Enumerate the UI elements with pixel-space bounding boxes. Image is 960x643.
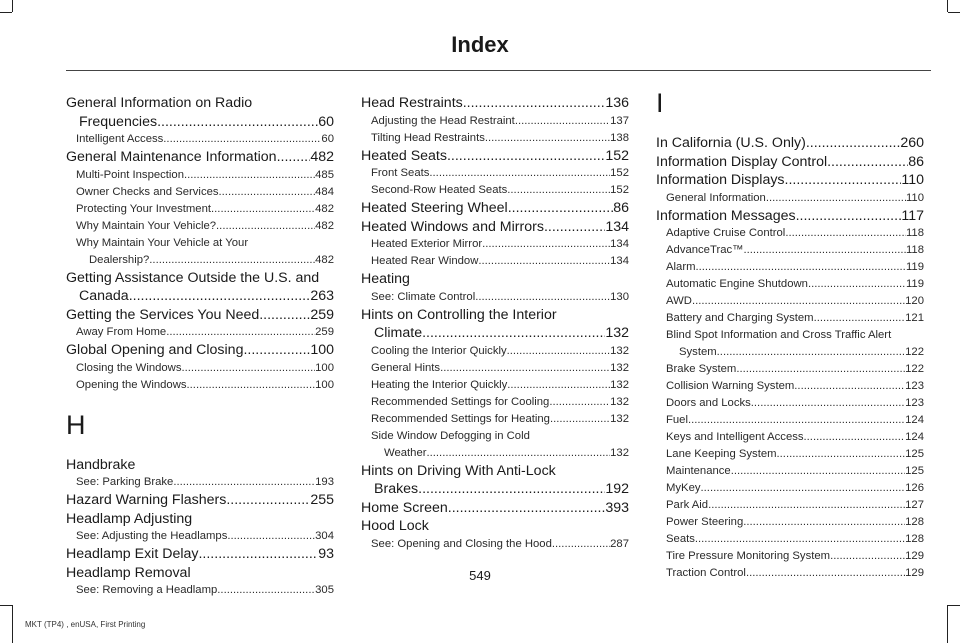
crop-mark-tl-v	[12, 0, 13, 12]
index-subentry: Alarm ..... 119	[656, 259, 924, 276]
index-subentry: See: Opening and Closing the Hood ..... 287	[361, 536, 629, 553]
index-subentry: Recommended Settings for Cooling ..... 132	[361, 394, 629, 411]
index-subentry: Blind Spot Information and Cross Traffic Alert	[666, 329, 892, 341]
index-entry: Canada ..... 263	[66, 287, 334, 306]
crop-mark-tl-h	[0, 12, 12, 13]
index-subentry: See: Climate Control ..... 130	[361, 289, 629, 306]
index-subentry: AdvanceTrac™ ..... 118	[656, 242, 924, 259]
index-entry: Global Opening and Closing ..... 100	[66, 341, 334, 360]
index-entry: Brakes ..... 192	[361, 480, 629, 499]
index-subentry: System ..... 122	[656, 344, 924, 361]
index-entry: Heated Steering Wheel ..... 86	[361, 199, 629, 218]
index-entry: In California (U.S. Only) ..... 260	[656, 134, 924, 153]
index-column-2	[361, 94, 629, 553]
index-subentry: Owner Checks and Services ..... 484	[66, 184, 334, 201]
index-subentry: General Information ..... 110	[656, 190, 924, 207]
index-subentry: See: Parking Brake ..... 193	[66, 474, 334, 491]
index-subentry: Why Maintain Your Vehicle? ..... 482	[66, 218, 334, 235]
index-entry: Hints on Driving With Anti-Lock	[361, 462, 556, 479]
index-subentry: Protecting Your Investment ..... 482	[66, 201, 334, 218]
header-rule	[66, 70, 931, 71]
section-letter-h: H	[66, 409, 86, 440]
index-entry: Hints on Controlling the Interior	[361, 306, 557, 323]
index-subentry: Traction Control ..... 129	[656, 565, 924, 582]
index-subentry: Lane Keeping System ..... 125	[656, 446, 924, 463]
index-entry: Head Restraints ..... 136	[361, 94, 629, 113]
index-subentry: AWD ..... 120	[656, 293, 924, 310]
crop-mark-bl-h	[0, 605, 12, 606]
index-entry: Hood Lock	[361, 518, 429, 534]
index-entry: Handbrake	[66, 456, 136, 473]
page-number: 549	[469, 568, 491, 583]
index-entry: Frequencies ..... 60	[66, 113, 334, 132]
index-subentry: Why Maintain Your Vehicle at Your	[76, 236, 249, 249]
index-subentry: Heated Exterior Mirror ..... 134	[361, 236, 629, 253]
index-subentry: Side Window Defogging in Cold	[371, 429, 530, 442]
index-subentry: MyKey ..... 126	[656, 480, 924, 497]
index-subentry: Power Steering ..... 128	[656, 514, 924, 531]
index-subentry: General Hints ..... 132	[361, 360, 629, 377]
index-subentry: Closing the Windows ..... 100	[66, 360, 334, 377]
index-entry: General Information on Radio	[66, 95, 253, 111]
index-subentry: Weather ..... 132	[361, 445, 629, 462]
index-subentry: Adjusting the Head Restraint ..... 137	[361, 113, 629, 130]
index-subentry: Tire Pressure Monitoring System ..... 129	[656, 548, 924, 565]
crop-mark-tr-v	[947, 0, 948, 12]
index-subentry: Park Aid ..... 127	[656, 497, 924, 514]
index-subentry: Brake System ..... 122	[656, 361, 924, 378]
index-entry: Headlamp Adjusting	[66, 510, 193, 527]
index-column-1	[66, 94, 334, 599]
index-subentry: See: Removing a Headlamp ..... 305	[66, 582, 334, 599]
index-subentry: Away From Home ..... 259	[66, 324, 334, 341]
index-entry: Heating	[361, 271, 410, 287]
index-entry: Information Display Control ..... 86	[656, 153, 924, 172]
index-subentry: Tilting Head Restraints ..... 138	[361, 130, 629, 147]
index-subentry: Multi-Point Inspection ..... 485	[66, 167, 334, 184]
crop-mark-br-h	[948, 605, 960, 606]
index-subentry: Seats ..... 128	[656, 531, 924, 548]
index-entry: Getting the Services You Need ..... 259	[66, 306, 334, 325]
index-subentry: Recommended Settings for Heating ..... 132	[361, 411, 629, 428]
index-entry: Headlamp Removal	[66, 564, 191, 581]
index-entry: Heated Seats ..... 152	[361, 147, 629, 166]
index-subentry: Adaptive Cruise Control ..... 118	[656, 225, 924, 242]
index-subentry: Keys and Intelligent Access ..... 124	[656, 429, 924, 446]
index-entry: Climate ..... 132	[361, 324, 629, 343]
index-subentry: Fuel ..... 124	[656, 412, 924, 429]
crop-mark-tr-h	[948, 12, 960, 13]
index-subentry: See: Adjusting the Headlamps ..... 304	[66, 528, 334, 545]
index-entry: Information Messages ..... 117	[656, 207, 924, 226]
index-subentry: Battery and Charging System ..... 121	[656, 310, 924, 327]
crop-mark-bl-v	[12, 605, 13, 643]
index-subentry: Heated Rear Window ..... 134	[361, 253, 629, 270]
page-title: Index	[451, 32, 509, 57]
index-entry: Getting Assistance Outside the U.S. and	[66, 269, 320, 286]
index-subentry: Doors and Locks ..... 123	[656, 395, 924, 412]
section-letter-i: I	[656, 88, 664, 118]
crop-mark-br-v	[947, 605, 948, 643]
index-subentry: Cooling the Interior Quickly ..... 132	[361, 343, 629, 360]
index-subentry: Heating the Interior Quickly ..... 132	[361, 377, 629, 394]
index-entry: Headlamp Exit Delay ..... 93	[66, 545, 334, 564]
index-entry: General Maintenance Information ..... 482	[66, 148, 334, 167]
index-subentry: Second-Row Heated Seats ..... 152	[361, 182, 629, 199]
index-entry: Heated Windows and Mirrors ..... 134	[361, 218, 629, 237]
index-subentry: Maintenance ..... 125	[656, 463, 924, 480]
index-entry: Information Displays ..... 110	[656, 171, 924, 190]
index-subentry: Opening the Windows ..... 100	[66, 377, 334, 394]
index-entry: Home Screen ..... 393	[361, 499, 629, 518]
index-column-3	[656, 88, 924, 582]
print-note: MKT (TP4) , enUSA, First Printing	[25, 620, 146, 629]
index-subentry: Intelligent Access ..... 60	[66, 131, 334, 148]
index-subentry: Automatic Engine Shutdown ..... 119	[656, 276, 924, 293]
index-subentry: Collision Warning System ..... 123	[656, 378, 924, 395]
index-subentry: Front Seats ..... 152	[361, 165, 629, 182]
index-entry: Hazard Warning Flashers ..... 255	[66, 491, 334, 510]
index-subentry: Dealership? ..... 482	[66, 252, 334, 269]
